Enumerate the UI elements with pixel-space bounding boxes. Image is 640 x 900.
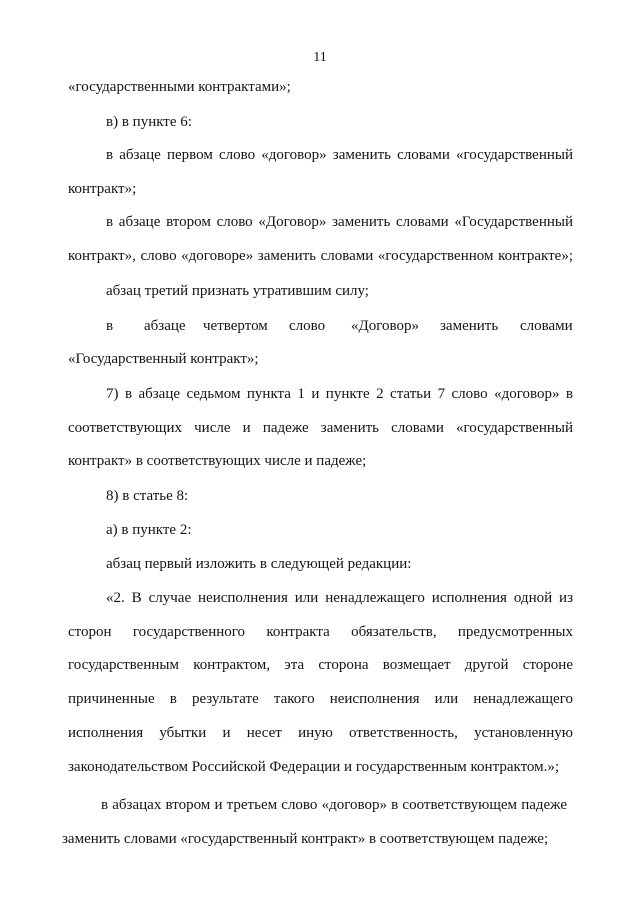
text-line: 8) в статье 8: [106, 488, 189, 504]
text-line: заменить словами «государственный контракт» в соответствующем падеже; [62, 831, 549, 847]
text-line: «государственными контрактами»; [68, 79, 291, 95]
text-line: контракт»; [68, 181, 137, 197]
text-line: а) в пункте 2: [106, 522, 192, 538]
text-line: причиненные в результате такого неисполнения или ненадлежащего [68, 691, 573, 707]
text-line: абзац третий признать утратившим силу; [106, 283, 369, 299]
text-line: соответствующих числе и падеже заменить словами «государственный [68, 420, 573, 436]
text-line: «Государственный контракт»; [68, 351, 259, 367]
text-line: законодательством Российской Федерации и государственным контрактом.»; [68, 759, 560, 775]
text-line: абзац первый изложить в следующей редакции: [106, 556, 412, 572]
spaced-word: слово [289, 318, 326, 334]
spaced-word: четвертом [203, 318, 268, 334]
spaced-word: в [106, 318, 114, 334]
text-line: в абзаце втором слово «Договор» заменить словами «Государственный [106, 214, 573, 230]
page-number: 11 [313, 50, 327, 65]
text-line: 7) в абзаце седьмом пункта 1 и пункте 2 статьи 7 слово «договор» в [106, 386, 573, 402]
text-line: контракт», слово «договоре» заменить словами «государственном контракте»; [68, 248, 573, 264]
text-line: государственным контрактом, эта сторона возмещает другой стороне [68, 657, 573, 673]
text-line: в) в пункте 6: [106, 114, 192, 130]
text-line: в абзаце первом слово «договор» заменить словами «государственный [106, 147, 573, 163]
spaced-word: заменить [440, 318, 499, 334]
text-line: исполнения убытки и несет иную ответственность, установленную [68, 725, 573, 741]
text-line: в абзацах втором и третьем слово «договор» в соответствующем падеже [101, 797, 567, 813]
text-line: сторон государственного контракта обязательств, предусмотренных [68, 624, 573, 640]
text-line: «2. В случае неисполнения или ненадлежащего исполнения одной из [106, 590, 573, 606]
spaced-word: «Договор» [351, 318, 419, 334]
text-line: контракт» в соответствующих числе и падеже; [68, 453, 367, 469]
spaced-word: абзаце [144, 318, 186, 334]
spaced-word: словами [520, 318, 573, 334]
